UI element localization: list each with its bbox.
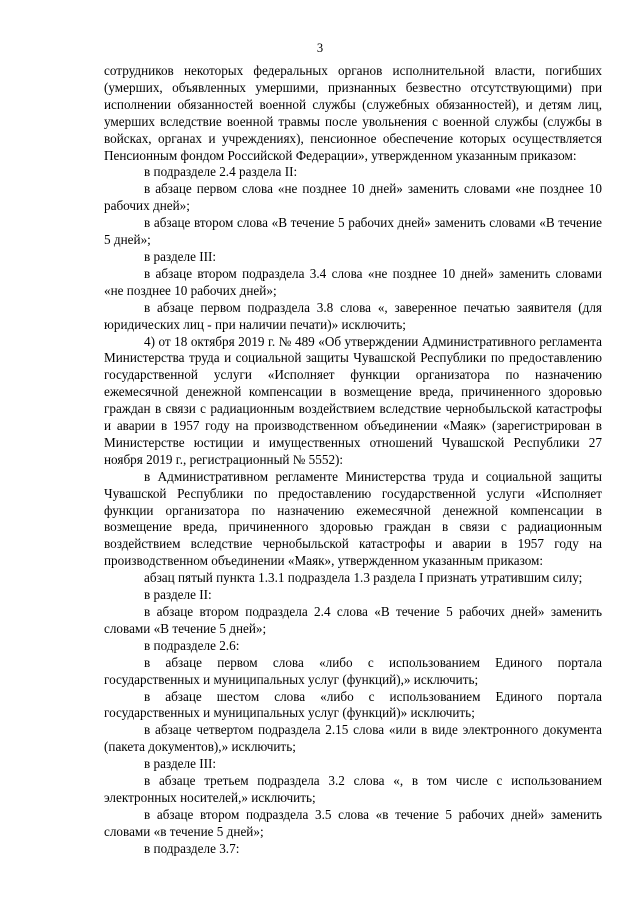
paragraph: в подразделе 2.6: (144, 637, 240, 653)
paragraph: в абзаце первом слова «не позднее 10 дней» заменить словами «не позднее 10 рабочих дней»; (104, 181, 602, 214)
paragraph: в абзаце шестом слова «либо с использованием Единого портала государственных и муниципальных услуг (функций)» исключить; (104, 688, 602, 721)
paragraph: в абзаце втором подраздела 3.4 слова «не позднее 10 дней» заменить словами «не позднее 10 рабочих дней»; (104, 265, 602, 298)
paragraph: сотрудников некоторых федеральных органов исполнительной власти, погибших (умерших, объявленных умершими, признанных безвестно отсутствующими) при исполнении обязанностей военной службы (служебных обязанностей), и детям лиц, умерших вследствие военной травмы после увольнения с военной службы (службы в войсках, органах и учреждениях), пенсионное обеспечение которых осуществляется Пенсионным фондом Российской Федерации», утвержденном указанным приказом: (104, 63, 602, 163)
paragraph: в разделе III: (144, 756, 217, 772)
paragraph: в абзаце втором подраздела 2.4 слова «В течение 5 рабочих дней» заменить словами «В течение 5 дней»; (104, 604, 602, 636)
paragraph: в абзаце четвертом подраздела 2.15 слова «или в виде электронного документа (пакета документов),» исключить; (104, 722, 602, 755)
paragraph: абзац пятый пункта 1.3.1 подраздела 1.3 раздела I признать утратившим силу; (144, 570, 583, 586)
paragraph: в абзаце первом слова «либо с использованием Единого портала государственных и муниципальных услуг (функций),» исключить; (104, 654, 602, 687)
paragraph: в абзаце втором подраздела 3.5 слова «в течение 5 рабочих дней» заменить словами «в течение 5 дней»; (104, 806, 602, 839)
paragraph: в абзаце первом подраздела 3.8 слова «, заверенное печатью заявителя (для юридических лиц - при наличии печати)» исключить; (104, 299, 602, 332)
paragraph: в абзаце втором слова «В течение 5 рабочих дней» заменить словами «В течение 5 дней»; (104, 215, 602, 248)
paragraph: в подразделе 2.4 раздела II: (144, 164, 298, 180)
paragraph: в разделе III: (144, 248, 217, 264)
document-body (104, 63, 602, 858)
paragraph: в Административном регламенте Министерства труда и социальной защиты Чувашской Республики по предоставлению государственной услуги «Исполняет функции организатора по назначению ежемесячной денежной компенсации в возмещение вреда, причиненного здоровью граждан в связи с радиационным воздействием вследствие чернобыльской катастрофы и аварии в 1957 году на производственном объединении «Маяк», утвержденном указанным приказом: (104, 468, 602, 569)
paragraph: в разделе II: (144, 587, 212, 603)
paragraph: 4) от 18 октября 2019 г. № 489 «Об утверждении Административного регламента Министерства труда и социальной защиты Чувашской Республики по предоставлению государственной услуги «Исполняет функции организатора по назначению ежемесячной денежной компенсации в возмещение вреда, причиненного здоровью граждан в связи с радиационным воздействием вследствие чернобыльской катастрофы и аварии в 1957 году на производственном объединении «Маяк» (зарегистрирован в Министерстве юстиции и имущественных отношений Чувашской Республики 27 ноября 2019 г., регистрационный № 5552): (104, 333, 602, 467)
paragraph: в подразделе 3.7: (144, 840, 240, 856)
paragraph: в абзаце третьем подраздела 3.2 слова «, в том числе с использованием электронных носителей,» исключить; (104, 773, 602, 805)
page-number: 3 (316, 41, 324, 55)
